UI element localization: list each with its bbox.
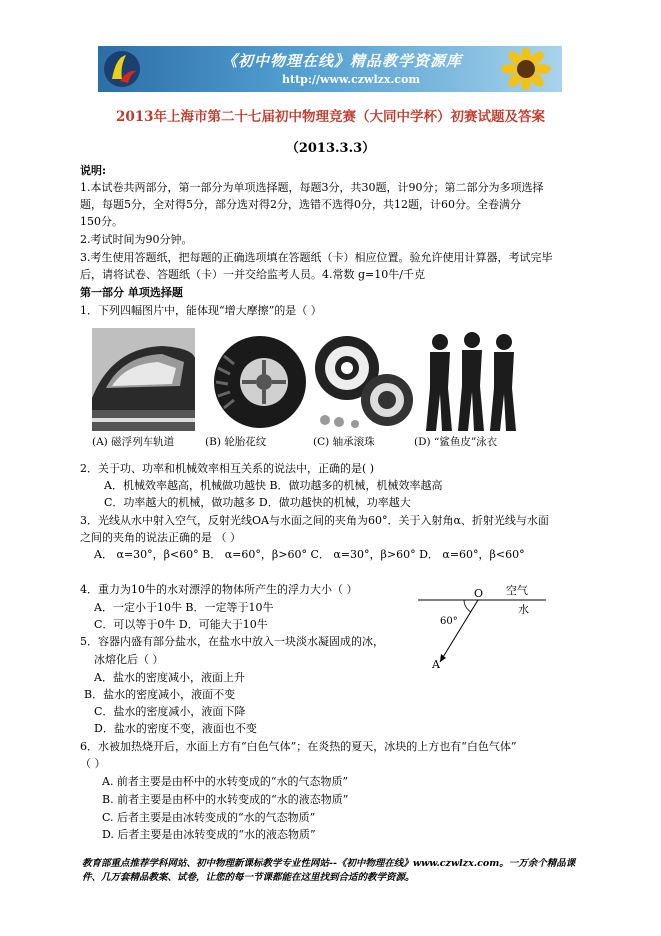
- water-label: 水: [518, 603, 529, 616]
- refraction-diagram: [414, 584, 564, 670]
- instruction-line: 2.考试时间为90分钟。: [80, 233, 193, 246]
- q5-option-c: C．盐水的密度减小，液面下降: [94, 705, 246, 718]
- angle-label: 60°: [440, 616, 458, 627]
- q2-stem: 2．关于功、功率和机械效率相互关系的说法中，正确的是( ): [80, 462, 375, 475]
- tire-photo: [204, 328, 307, 431]
- bearing-photo: [311, 328, 414, 431]
- maglev-photo: [92, 328, 195, 431]
- q4-stem: 4．重力为10牛的水对漂浮的物体所产生的浮力大小（ ）: [80, 583, 358, 596]
- q2-options: A．机械效率越高，机械做功越快 B．做功越多的机械，机械效率越高: [104, 479, 443, 492]
- instruction-line: 1.本试卷共两部分，第一部分为单项选择题，每题3分，共30题，计90分；第二部分为多项选择: [80, 181, 544, 194]
- instructions-heading: 说明:: [80, 164, 107, 177]
- instruction-line: 后，请将试卷、答题纸（卡）一并交给监考人员。4.常数 g=10牛/千克: [80, 268, 425, 281]
- document-title: 2013年上海市第二十七届初中物理竞赛（大同中学杯）初赛试题及答案: [115, 109, 546, 125]
- q5-stem: 5．容器内盛有部分盐水，在盐水中放入一块淡水凝固成的冰，: [80, 635, 384, 648]
- footer-line: 教育部重点推荐学科网站、初中物理新课标教学专业性网站--《初中物理在线》www.czwlzx.com。一万余个精品课: [82, 858, 576, 869]
- q6-option-a: A. 前者主要是由杯中的水转变成的“水的气态物质”: [102, 775, 349, 788]
- air-label: 空气: [506, 584, 528, 597]
- q5-stem-cont: 冰熔化后（ ）: [94, 653, 164, 666]
- q1-caption-a: (A) 磁浮列车轨道: [92, 436, 175, 448]
- instruction-line: 150分。: [80, 215, 123, 228]
- q3-options: A． α=30°，β<60° B． α=60°，β>60° C． α=30°，β>60° D． α=60°，β<60°: [94, 548, 525, 561]
- q1-caption-b: (B) 轮胎花纹: [205, 436, 267, 448]
- banner-title: 《初中物理在线》精品教学资源库: [222, 52, 463, 70]
- q1-caption-c: (C) 轴承滚珠: [313, 436, 375, 448]
- q1-stem: 1．下列四幅图片中，能体现“增大摩擦”的是（ ）: [80, 304, 322, 317]
- q6-option-b: B. 前者主要是由杯中的水转变成的“水的液态物质”: [102, 793, 349, 806]
- q5-option-d: D．盐水的密度不变，液面也不变: [94, 722, 257, 735]
- q5-option-a: A．盐水的密度减小，液面上升: [94, 671, 245, 684]
- point-a-label: A: [432, 658, 440, 670]
- site-banner: [98, 46, 562, 92]
- banner-url[interactable]: http://www.czwlzx.com: [282, 73, 420, 86]
- sunflower-icon: [496, 48, 556, 90]
- instruction-line: 3.考生使用答题纸，把每题的正确选项填在答题纸（卡）相应位置。验允许使用计算器，考试完毕: [80, 251, 553, 264]
- footer-line: 件、几万套精品教案、试卷，让您的每一节课都能在这里找到合适的教学资源。: [82, 872, 415, 883]
- q6-stem-cont: （ ）: [80, 757, 106, 770]
- q6-stem: 6．水被加热烧开后，水面上方有“白色气体”；在炎热的夏天，冰块的上方也有“白色气体”: [80, 740, 517, 753]
- part1-heading: 第一部分 单项选择题: [80, 286, 183, 299]
- q3-stem: 3．光线从水中射入空气，反射光线OA与水面之间的夹角为60°．关于入射角α、折射光线与水面: [80, 514, 549, 527]
- q1-caption-d: (D) “鲨鱼皮”泳衣: [414, 436, 498, 448]
- page-footer: [82, 857, 582, 885]
- q5-option-b: B．盐水的密度减小，液面不变: [84, 688, 236, 701]
- instruction-line: 题，每题5分，全对得5分，部分选对得2分，选错不选得0分，共12题，计60分。全卷满分: [80, 198, 521, 211]
- point-o-label: O: [474, 587, 484, 600]
- q6-option-d: D. 后者主要是由冰转变成的“水的液态物质”: [102, 828, 316, 841]
- q3-stem-cont: 之间的夹角的说法正确的是 （ ）: [80, 531, 241, 544]
- site-logo-icon: [102, 49, 142, 89]
- q6-option-c: C. 后者主要是由冰转变成的“水的气态物质”: [102, 811, 316, 824]
- q4-options: A．一定小于10牛 B．一定等于10牛: [94, 601, 274, 614]
- q4-options: C．可以等于0牛 D．可能大于10牛: [94, 618, 268, 631]
- swimsuit-photo: [418, 328, 524, 431]
- q2-options: C．功率越大的机械，做功越多 D．做功越快的机械，功率越大: [104, 496, 411, 509]
- document-date: （2013.3.3）: [285, 141, 376, 156]
